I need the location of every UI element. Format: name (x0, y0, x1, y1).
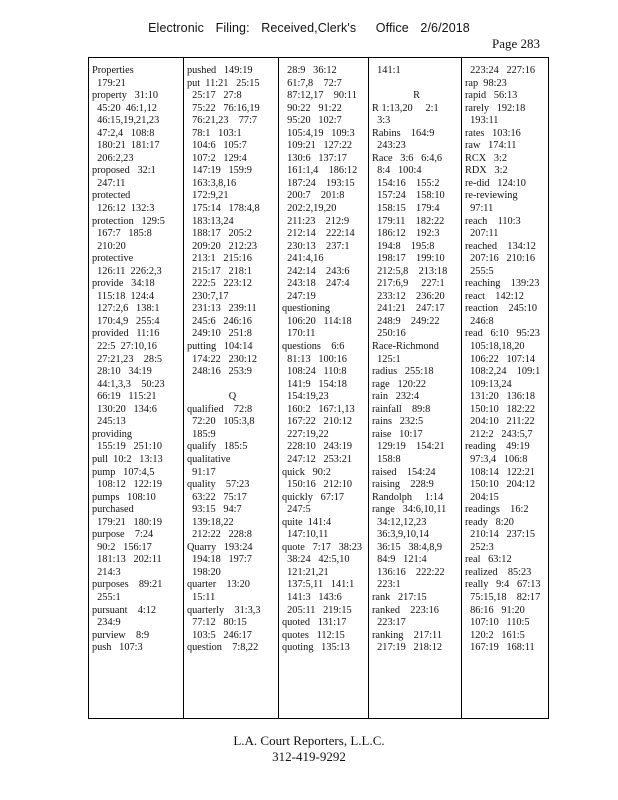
index-entry-line: pushed 149:19 (187, 65, 253, 76)
index-entry-line: 141:1 (372, 65, 401, 76)
index-entry-line: Randolph 1:14 (372, 491, 444, 503)
index-entry-line: 34:12,12,23 (372, 516, 427, 528)
index-entry-line: 107:2 129:4 (187, 152, 247, 164)
header-received: Received,Clerk's (261, 21, 357, 35)
index-entry-line: qualify 185:5 (187, 441, 248, 453)
index-entry-line: R 1:13,20 2:1 (372, 102, 439, 114)
index-entry-line: 121:21,21 (282, 566, 329, 578)
index-entry-line: 248:16 253:9 (187, 366, 252, 378)
index-entry-line: 249:10 251:8 (187, 328, 252, 340)
index-entry-line: quickly 67:17 (282, 491, 345, 503)
index-entry-line: pumps 108:10 (92, 491, 156, 503)
index-entry-line: 252:3 (465, 541, 494, 553)
index-entry-line: rap 98:23 (465, 77, 507, 89)
index-entry-line: 84:9 121:4 (372, 554, 427, 566)
header-date: 2/6/2018 (420, 21, 470, 35)
index-entry-line: 108:14 122:21 (465, 466, 536, 478)
index-entry-line: 217:6,9 227:1 (372, 278, 445, 290)
index-entry-line: 245:13 (92, 416, 126, 428)
index-entry-line: reach 110:3 (465, 215, 521, 227)
index-entry-line: 255:5 (465, 265, 494, 277)
index-entry-line: 247:5 (282, 504, 311, 516)
index-entry-line: 15:11 (187, 591, 216, 603)
index-entry-line: 181:13 202:11 (92, 554, 162, 566)
index-entry-line: rain 232:4 (372, 391, 420, 403)
index-entry-line: react 142:12 (465, 290, 524, 302)
index-entry-line: 109:13,24 (465, 378, 512, 390)
index-entry-line: 109:21 127:22 (282, 140, 353, 152)
index-entry-line: 198:20 (187, 566, 221, 578)
index-entry-line: 227:19,22 (282, 428, 329, 440)
index-entry-line: rapid 56:13 (465, 90, 518, 102)
index-entry-line: 97:3,4 106:8 (465, 453, 528, 465)
index-entry-line: 223:1 (372, 579, 401, 591)
index-entry-line: 160:2 167:1,13 (282, 403, 355, 415)
index-entry-line: 215:17 218:1 (187, 265, 252, 277)
index-table (88, 57, 549, 719)
index-entry-line: raising 228:9 (372, 479, 434, 491)
index-entry-line: quarterly 31:3,3 (187, 604, 261, 616)
index-entry-line: 87:12,17 90:11 (282, 90, 357, 102)
index-entry-line: 3:3 (372, 115, 391, 127)
index-entry-line: 247:12 253:21 (282, 453, 353, 465)
index-entry-line: 76:21,23 77:7 (187, 115, 258, 127)
index-entry-line: quoted 131:17 (282, 617, 347, 629)
index-entry-line: 243:18 247:4 (282, 278, 350, 290)
index-entry-line: radius 255:18 (372, 366, 434, 378)
index-entry-line: 147:19 159:9 (187, 165, 252, 177)
index-column-5 (462, 65, 549, 711)
index-entry-line: quick 90:2 (282, 466, 331, 478)
index-entry-line: 217:19 218:12 (372, 642, 443, 654)
blank-line (187, 379, 278, 392)
index-entry-line: ready 8:20 (465, 516, 514, 528)
index-entry-line: 93:15 94:7 (187, 504, 242, 516)
index-entry-line: 103:5 246:17 (187, 629, 252, 641)
index-entry-line: questions 6:6 (282, 341, 345, 353)
index-entry-line: putting 104:14 (187, 341, 253, 353)
index-entry-line: provide 34:18 (92, 278, 155, 290)
index-entry-line: 107:10 110:5 (465, 617, 530, 629)
index-entry-line: reaching 139:23 (465, 278, 540, 290)
index-entry-line: 204:10 211:22 (465, 416, 535, 428)
index-entry-line: reaction 245:10 (465, 303, 538, 315)
index-entry-line: rarely 192:18 (465, 102, 526, 114)
index-entry-line: 106:20 114:18 (282, 315, 352, 327)
index-entry-line: qualified 72:8 (187, 403, 253, 415)
index-entry-line: 172:9,21 (187, 190, 229, 202)
index-entry-line: 97:11 (465, 203, 494, 215)
index-entry-line: 188:17 205:2 (187, 228, 252, 240)
index-entry-line: really 9:4 67:13 (465, 579, 541, 591)
index-entry-line: read 6:10 95:23 (465, 328, 540, 340)
index-entry-line: 241:4,16 (282, 253, 324, 265)
index-entry-line: 147:10,11 (282, 529, 329, 541)
index-entry-line: 25:17 27:8 (187, 90, 242, 102)
footer-company: L.A. Court Reporters, L.L.C. (233, 733, 385, 748)
index-entry-line: 125:1 (372, 353, 401, 365)
index-entry-line: 205:11 219:15 (282, 604, 352, 616)
index-entry-line: 77:12 80:15 (187, 617, 247, 629)
index-entry-line: 45:20 46:1,12 (92, 102, 157, 114)
index-entry-line: 230:7,17 (187, 290, 229, 302)
index-entry-line: 36:3,9,10,14 (372, 529, 429, 541)
index-entry-line: protective (92, 253, 134, 265)
index-entry-line: 66:19 115:21 (92, 391, 157, 403)
index-entry-line: rains 232:5 (372, 416, 424, 428)
index-entry-line: 158:8 (372, 453, 401, 465)
index-entry-line: raw 174:11 (465, 140, 517, 152)
index-entry-line: 183:13,24 (187, 215, 234, 227)
index-entry-line: 194:8 195:8 (372, 240, 435, 252)
index-entry-line: protection 129:5 (92, 215, 165, 227)
index-entry-line: 141:9 154:18 (282, 378, 347, 390)
index-entry-line: 167:19 168:11 (465, 642, 535, 654)
index-entry-line: 126:11 226:2,3 (92, 265, 162, 277)
index-entry-line: provided 11:16 (92, 328, 160, 340)
index-entry-line: 211:23 212:9 (282, 215, 350, 227)
index-entry-line: 204:15 (465, 491, 499, 503)
index-entry-line: quality 57:23 (187, 479, 250, 491)
index-entry-line: 139:18,22 (187, 516, 234, 528)
index-entry-line: Rabins 164:9 (372, 127, 435, 139)
index-entry-line: 91:17 (187, 466, 216, 478)
index-entry-line: quarter 13:20 (187, 579, 250, 591)
index-entry-line: purview 8:9 (92, 629, 150, 641)
index-entry-line: raised 154:24 (372, 466, 436, 478)
index-entry-line: 81:13 100:16 (282, 353, 347, 365)
index-entry-line: providing (92, 428, 133, 440)
section-letter: R (413, 90, 420, 102)
index-entry-line: 126:12 132:3 (92, 203, 155, 215)
index-entry-line: 137:5,11 141:1 (282, 579, 355, 591)
index-entry-line: re-reviewing (465, 190, 518, 202)
index-entry-line: Race 3:6 6:4,6 (372, 152, 443, 164)
footer (0, 733, 618, 765)
index-entry-line: 22:5 27:10,16 (92, 341, 157, 353)
index-entry-line: 179:21 180:19 (92, 516, 163, 528)
index-entry-line: 90:2 156:17 (92, 541, 152, 553)
index-entry-line: 157:24 158:10 (372, 190, 445, 202)
index-entry-line: proposed 32:1 (92, 165, 156, 177)
index-entry-line: 207:16 210:16 (465, 253, 536, 265)
section-letter: Q (228, 391, 237, 403)
index-entry-line: 129:19 154:21 (372, 441, 445, 453)
index-column-2 (184, 65, 278, 711)
index-entry-line: 167:22 210:12 (282, 416, 353, 428)
index-entry-line: 167:7 185:8 (92, 228, 152, 240)
index-entry-line: 212:5,8 213:18 (372, 265, 448, 277)
index-entry-line: 210:20 (92, 240, 126, 252)
index-entry-line: push 107:3 (92, 642, 143, 654)
index-entry-line: reading 49:19 (465, 441, 530, 453)
index-entry-line: protected (92, 190, 131, 202)
index-entry-line: 28:9 36:12 (282, 65, 337, 76)
index-entry-line: 180:21 181:17 (92, 140, 160, 152)
index-entry-line: quotes 112:15 (282, 629, 345, 641)
index-entry-line: 241:21 247:17 (372, 303, 445, 315)
index-entry-line: 193:11 (465, 115, 499, 127)
index-entry-line: 243:23 (372, 140, 406, 152)
index-entry-line: 72:20 105:3,8 (187, 416, 255, 428)
index-entry-line: purpose 7:24 (92, 529, 154, 541)
header-electronic: Electronic (148, 21, 205, 35)
index-entry-line: 108:24 110:8 (282, 366, 347, 378)
index-entry-line: pursuant 4:12 (92, 604, 157, 616)
index-column-1 (89, 65, 183, 711)
index-column-4 (369, 65, 461, 711)
footer-phone: 312-419-9292 (272, 749, 346, 764)
index-entry-line: 106:22 107:14 (465, 353, 536, 365)
index-entry-line: readings 16:2 (465, 504, 529, 516)
index-entry-line: 75:15,18 82:17 (465, 591, 541, 603)
index-entry-line: question 7:8,22 (187, 642, 259, 654)
index-entry-line: ranking 217:11 (372, 629, 442, 641)
page-number: Page 283 (491, 36, 540, 51)
index-entry-line: quote 7:17 38:23 (282, 541, 363, 553)
index-entry-line: 206:2,23 (92, 152, 134, 164)
index-entry-line: put 11:21 25:15 (187, 77, 260, 89)
index-entry-line: 104:6 105:7 (187, 140, 247, 152)
index-entry-line: 127:2,6 138:1 (92, 303, 160, 315)
index-entry-line: 212:2 243:5,7 (465, 428, 533, 440)
index-entry-line: 27:21,23 28:5 (92, 353, 163, 365)
index-entry-line: 223:17 (372, 617, 406, 629)
index-entry-line: rank 217:15 (372, 591, 427, 603)
index-entry-line: pull 10:2 13:13 (92, 453, 163, 465)
index-entry-line: 175:14 178:4,8 (187, 203, 260, 215)
index-entry-line: 198:17 199:10 (372, 253, 445, 265)
index-entry-line: 36:15 38:4,8,9 (372, 541, 443, 553)
index-entry-line: 61:7,8 72:7 (282, 77, 342, 89)
index-entry-line: 170:11 (282, 328, 316, 340)
index-entry-line: 78:1 103:1 (187, 127, 242, 139)
index-entry-line: rates 103:16 (465, 127, 521, 139)
index-entry-line: 136:16 222:22 (372, 566, 445, 578)
blank-line (372, 78, 461, 91)
index-entry-line: 8:4 100:4 (372, 165, 422, 177)
index-entry-line: 234:9 (92, 617, 121, 629)
index-entry-line: 44:1,3,3 50:23 (92, 378, 165, 390)
index-entry-line: re-did 124:10 (465, 177, 526, 189)
index-entry-line: 250:16 (372, 328, 406, 340)
index-entry-line: 105:4,19 109:3 (282, 127, 355, 139)
index-entry-line: 161:1,4 186:12 (282, 165, 358, 177)
index-entry-line: 90:22 91:22 (282, 102, 342, 114)
index-entry-line: 179:11 182:22 (372, 215, 445, 227)
index-entry-line: 187:24 193:15 (282, 177, 355, 189)
index-entry-line: raise 10:17 (372, 428, 423, 440)
index-entry-line: quite 141:4 (282, 516, 332, 528)
index-entry-line: 223:24 227:16 (465, 65, 536, 76)
index-entry-line: 141:3 143:6 (282, 591, 342, 603)
index-entry-line: 155:19 251:10 (92, 441, 163, 453)
index-entry-line: 248:9 249:22 (372, 315, 440, 327)
index-entry-line: 120:2 161:5 (465, 629, 525, 641)
index-entry-line: 186:12 192:3 (372, 228, 440, 240)
index-entry-line: 170:4,9 255:4 (92, 315, 160, 327)
index-entry-line: range 34:6,10,11 (372, 504, 447, 516)
index-entry-line: 179:21 (92, 77, 126, 89)
index-entry-line: 108:2,24 109:1 (465, 366, 541, 378)
index-entry-line: reached 134:12 (465, 240, 536, 252)
header-office: Office (375, 21, 409, 35)
index-entry-line: 200:7 201:8 (282, 190, 345, 202)
index-entry-line: 158:15 179:4 (372, 203, 440, 215)
index-entry-line: 247:11 (92, 177, 126, 189)
index-entry-line: Race-Richmond (372, 341, 439, 353)
index-entry-line: RCX 3:2 (465, 152, 508, 164)
index-entry-line: 247:19 (282, 290, 316, 302)
index-entry-line: 46:15,19,21,23 (92, 115, 160, 127)
index-entry-line: 255:1 (92, 591, 121, 603)
index-entry-line: purchased (92, 504, 134, 516)
index-entry-line: 242:14 243:6 (282, 265, 350, 277)
index-entry-line: 150:16 212:10 (282, 479, 353, 491)
index-entry-line: quoting 135:13 (282, 642, 350, 654)
index-entry-line: rainfall 89:8 (372, 403, 431, 415)
index-entry-line: 63:22 75:17 (187, 491, 247, 503)
index-entry-line: 210:14 237:15 (465, 529, 536, 541)
index-entry-line: 185:9 (187, 428, 216, 440)
index-entry-line: 213:1 215:16 (187, 253, 252, 265)
index-entry-line: 163:3,8,16 (187, 177, 237, 189)
index-entry-line: pump 107:4,5 (92, 466, 155, 478)
index-entry-line: 154:16 155:2 (372, 177, 440, 189)
index-entry-line: 194:18 197:7 (187, 554, 252, 566)
index-entry-line: 105:18,18,20 (465, 341, 525, 353)
index-entry-line: purposes 89:21 (92, 579, 163, 591)
index-entry-line: 95:20 102:7 (282, 115, 342, 127)
index-entry-line: RDX 3:2 (465, 165, 508, 177)
index-entry-line: 150:10 182:22 (465, 403, 536, 415)
index-entry-line: qualitative (187, 453, 231, 465)
index-entry-line: 47:2,4 108:8 (92, 127, 155, 139)
index-entry-line: 174:22 230:12 (187, 353, 258, 365)
index-entry-line: 212:22 228:8 (187, 529, 252, 541)
index-entry-line: realized 85:23 (465, 566, 532, 578)
index-entry-line: 28:10 34:19 (92, 366, 152, 378)
index-entry-line: 75:22 76:16,19 (187, 102, 260, 114)
index-entry-line: 202:2,19,20 (282, 203, 337, 215)
index-entry-line: Quarry 193:24 (187, 541, 253, 553)
index-entry-line: 130:6 137:17 (282, 152, 347, 164)
index-entry-line: Properties (92, 65, 134, 76)
index-entry-line: 222:5 223:12 (187, 278, 252, 290)
index-entry-line: 115:18 124:4 (92, 290, 154, 302)
index-entry-line: 108:12 122:19 (92, 479, 163, 491)
index-entry-line: 233:12 236:20 (372, 290, 445, 302)
index-entry-line: 214:3 (92, 566, 121, 578)
index-entry-line: questioning (282, 303, 331, 315)
filing-header (0, 21, 618, 35)
index-entry-line: 228:10 243:19 (282, 441, 353, 453)
index-entry-line: 150:10 204:12 (465, 479, 536, 491)
index-entry-line: real 63:12 (465, 554, 512, 566)
index-entry-line: 38:24 42:5,10 (282, 554, 350, 566)
index-entry-line: 131:20 136:18 (465, 391, 536, 403)
index-entry-line: 209:20 212:23 (187, 240, 258, 252)
index-entry-line: 212:14 222:14 (282, 228, 355, 240)
header-filing: Filing: (215, 21, 250, 35)
index-entry-line: 246:8 (465, 315, 494, 327)
index-entry-line: 230:13 237:1 (282, 240, 350, 252)
index-column-3 (279, 65, 368, 711)
index-entry-line: 130:20 134:6 (92, 403, 157, 415)
index-entry-line: 245:6 246:16 (187, 315, 252, 327)
index-entry-line: rage 120:22 (372, 378, 427, 390)
index-entry-line: 207:11 (465, 228, 499, 240)
index-entry-line: 86:16 91:20 (465, 604, 525, 616)
index-entry-line: 231:13 239:11 (187, 303, 257, 315)
index-entry-line: ranked 223:16 (372, 604, 439, 616)
index-entry-line: 154:19,23 (282, 391, 329, 403)
index-entry-line: property 31:10 (92, 90, 159, 102)
